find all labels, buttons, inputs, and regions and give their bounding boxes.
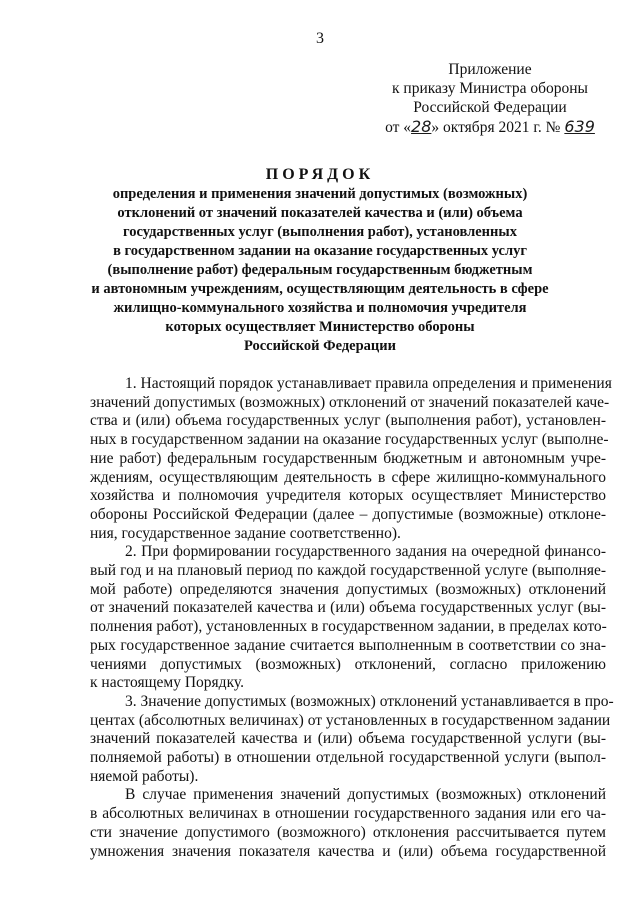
paragraph-line: В случае применения значений допустимых (возможных) отклонений: [125, 786, 606, 804]
subtitle-line: государственных услуг (выполнения работ), установленных: [123, 224, 517, 240]
paragraph-line: няемой работы).: [90, 767, 199, 785]
paragraph-line: вый год и на плановый период по каждой государственной услуге (выполняе-: [90, 562, 606, 580]
paragraph-line: мой работе) определяются значения допустимых (возможных) отклонений: [90, 580, 606, 598]
paragraph-line: сти значение допустимого (возможного) отклонения рассчитывается путем: [90, 823, 606, 841]
appendix-line-3: Российской Федерации: [413, 99, 567, 116]
paragraph-4: [90, 786, 606, 861]
paragraph-line: значений показателей качества и (или) объема государственной услуги (вы-: [90, 730, 606, 748]
paragraph-line: полнения работ), установленных в государственном задании, в пределах кото-: [90, 618, 607, 636]
paragraph-1: [90, 375, 612, 543]
appendix-date-line: [370, 117, 610, 137]
paragraph-line: значений допустимых (возможных) отклонений от значений показателей каче-: [90, 393, 610, 411]
subtitle-line: Российской Федерации: [243, 338, 396, 354]
document-body: [90, 375, 614, 861]
date-middle: » октября 2021 г. №: [431, 119, 561, 136]
appendix-line-1: Приложение: [448, 61, 532, 78]
handwritten-order-number: 639: [564, 117, 595, 136]
paragraph-line: центах (абсолютных величинах) от установленных в государственном задании: [90, 711, 611, 729]
subtitle-line: (выполнение работ) федеральным государственным бюджетным: [107, 262, 533, 278]
subtitle-line: которых осуществляет Министерство обороны: [165, 319, 475, 335]
paragraph-line: ства и (или) объема государственных услуг (выполнения работ), установлен-: [90, 412, 606, 430]
appendix-header: [370, 60, 610, 137]
appendix-line-2: к приказу Министра обороны: [392, 80, 588, 97]
subtitle-line: и автономным учреждениям, осуществляющим деятельность в сфере: [91, 281, 549, 297]
paragraph-line: в абсолютных величинах в отношении государственного задания или его ча-: [90, 805, 606, 823]
subtitle-line: определения и применения значений допустимых (возможных): [112, 186, 528, 202]
paragraph-2: [90, 543, 606, 693]
paragraph-line: 2. При формировании государственного задания на очередной финансо-: [125, 543, 606, 561]
document-title: ПОРЯДОК: [265, 166, 375, 183]
paragraph-line: обороны Российской Федерации (далее – допустимые (возможные) отклоне-: [90, 505, 606, 523]
paragraph-line: чениями допустимых (возможных) отклонений, согласно приложению: [90, 655, 606, 673]
paragraph-line: рых государственное задание считается выполненным в соответствии со зна-: [90, 636, 606, 654]
paragraph-line: от значений показателей качества и (или) объема государственных услуг (вы-: [90, 599, 606, 617]
date-prefix: от «: [385, 119, 412, 136]
handwritten-day: 28: [411, 117, 432, 136]
subtitle-line: в государственном задании на оказание государственных услуг: [113, 243, 527, 259]
subtitle-line: отклонений от значений показателей качества и (или) объема: [117, 205, 523, 221]
paragraph-line: умножения значения показателя качества и (или) объема государственной: [90, 842, 606, 860]
document-subtitle: [90, 185, 550, 356]
paragraph-line: ния, государственное задание соответственно).: [90, 524, 401, 542]
subtitle-line: жилищно-коммунального хозяйства и полномочия учредителя: [113, 300, 527, 316]
paragraph-line: 1. Настоящий порядок устанавливает правила определения и применения: [125, 375, 612, 392]
paragraph-line: 3. Значение допустимых (возможных) отклонений устанавливается в про-: [125, 692, 614, 710]
paragraph-line: к настоящему Порядку.: [90, 674, 244, 692]
paragraph-3: [90, 692, 614, 787]
paragraph-line: ных в государственном задании на оказание государственных услуг (выполне-: [90, 431, 609, 449]
paragraph-line: ние работ) федеральным государственным бюджетным и автономным учре-: [90, 449, 606, 467]
page-number: 3: [316, 30, 324, 47]
paragraph-line: хозяйства и полномочия учредителя которых осуществляет Министерство: [90, 487, 606, 505]
paragraph-line: ждениям, осуществляющим деятельность в сфере жилищно-коммунального: [90, 468, 606, 486]
paragraph-line: полняемой работы) в отношении отдельной государственной услуги (выпол-: [90, 749, 606, 767]
